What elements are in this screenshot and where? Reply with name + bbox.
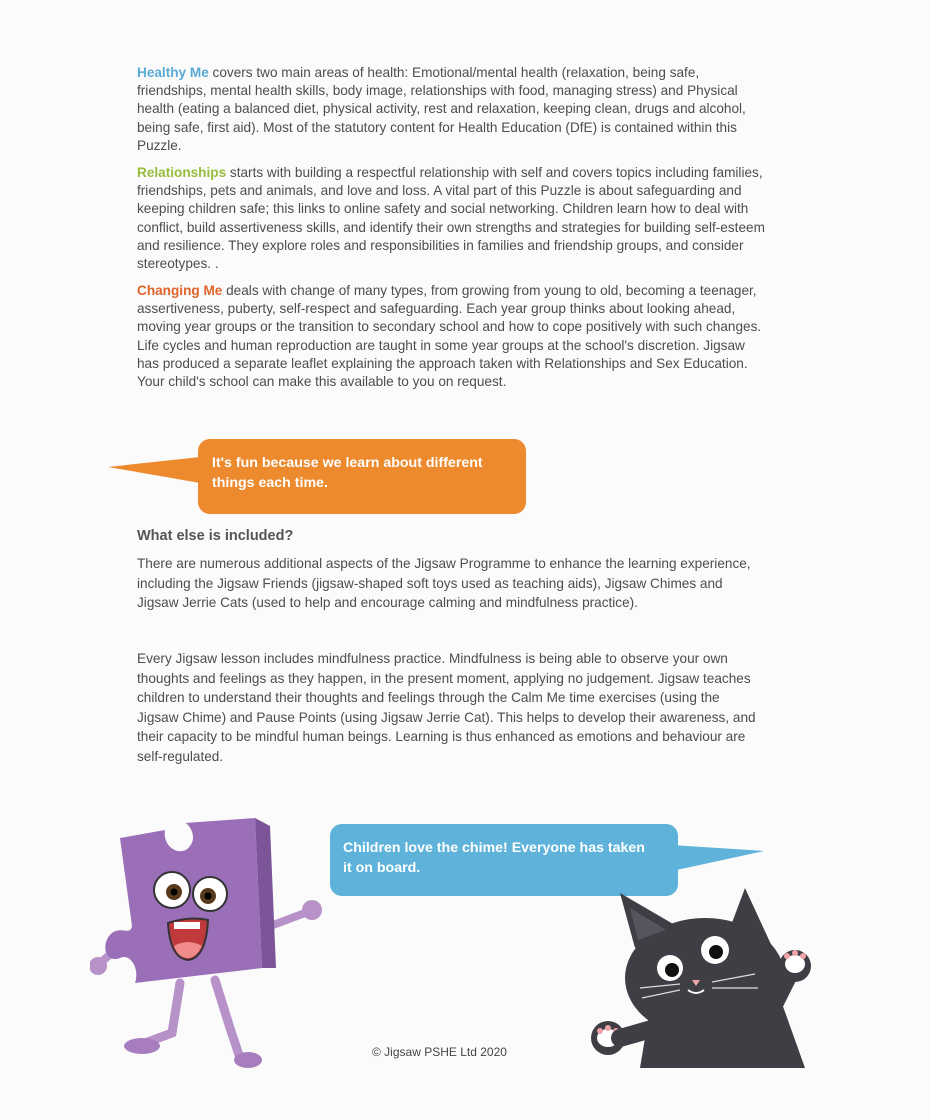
relationships-keyword: Relationships: [137, 165, 227, 180]
what-else-paragraph-2: Every Jigsaw lesson includes mindfulness practice. Mindfulness is being able to observe your own thoughts and feelings as they happen, in the present moment, applying no judgement. Jigsaw teaches children to understand their thoughts and feelings through the Calm Me time exercises (using the Jigsaw Chime) and Pause Points (using Jigsaw Jerrie Cat). This helps to develop their awareness, and their capacity to be mindful human beings. Learning is thus enhanced as emotions and behaviour are self-regulated.: [137, 651, 756, 764]
changing-me-keyword: Changing Me: [137, 283, 223, 298]
changing-me-paragraph: [137, 282, 767, 391]
what-else-paragraph-1: There are numerous additional aspects of the Jigsaw Programme to enhance the learning experience, including the Jigsaw Friends (jigsaw-shaped soft toys used as teaching aids), Jigsaw Chimes and Jigsaw Jerrie Cats (used to help and encourage calming and mindfulness practice).: [137, 556, 751, 610]
healthy-me-text: covers two main areas of health: Emotional/mental health (relaxation, being safe, friendships, mental health skills, body image, relationships with food, managing stress) and Physical health (eating a balanced diet, physical activity, rest and relaxation, keeping clean, drugs and alcohol, being safe, first aid). Most of the statutory content for Health Education (DfE) is contained within this Puzzle.: [137, 65, 746, 153]
healthy-me-keyword: Healthy Me: [137, 65, 209, 80]
blue-bubble-tail: [672, 843, 767, 873]
relationships-text: starts with building a respectful relationship with self and covers topics including families, friendships, pets and animals, and love and loss. A vital part of this Puzzle is about safeguarding and keeping children safe; this links to online safety and social networking. Children learn how to deal with conflict, build assertiveness skills, and identify their own strengths and strategies for building self-esteem and resilience. They explore roles and responsibilities in families and friendship groups, and consider stereotypes. .: [137, 165, 765, 272]
jigsaw-friend-mascot-icon: [90, 818, 330, 1068]
jerrie-cat-mascot-icon: [580, 888, 830, 1078]
changing-me-text: deals with change of many types, from growing from young to old, becoming a teenager, assertiveness, puberty, self-respect and safeguarding. Each year group thinks about looking ahead, moving year groups or the transition to secondary school and how to cope positively with such changes. Life cycles and human reproduction are taught in some year groups at the school's discretion. Jigsaw has produced a separate leaflet explaining the approach taken with Relationships and Sex Education. Your child's school can make this available to you on request.: [137, 283, 762, 390]
relationships-paragraph: [137, 164, 767, 273]
healthy-me-paragraph: [137, 64, 767, 155]
copyright-footer: © Jigsaw PSHE Ltd 2020: [372, 1045, 507, 1059]
what-else-heading: What else is included?: [137, 528, 294, 544]
orange-bubble-tail: [108, 455, 203, 485]
orange-quote-text: It's fun because we learn about different things each time.: [212, 455, 483, 491]
blue-quote-text: Children love the chime! Everyone has taken it on board.: [343, 840, 645, 876]
